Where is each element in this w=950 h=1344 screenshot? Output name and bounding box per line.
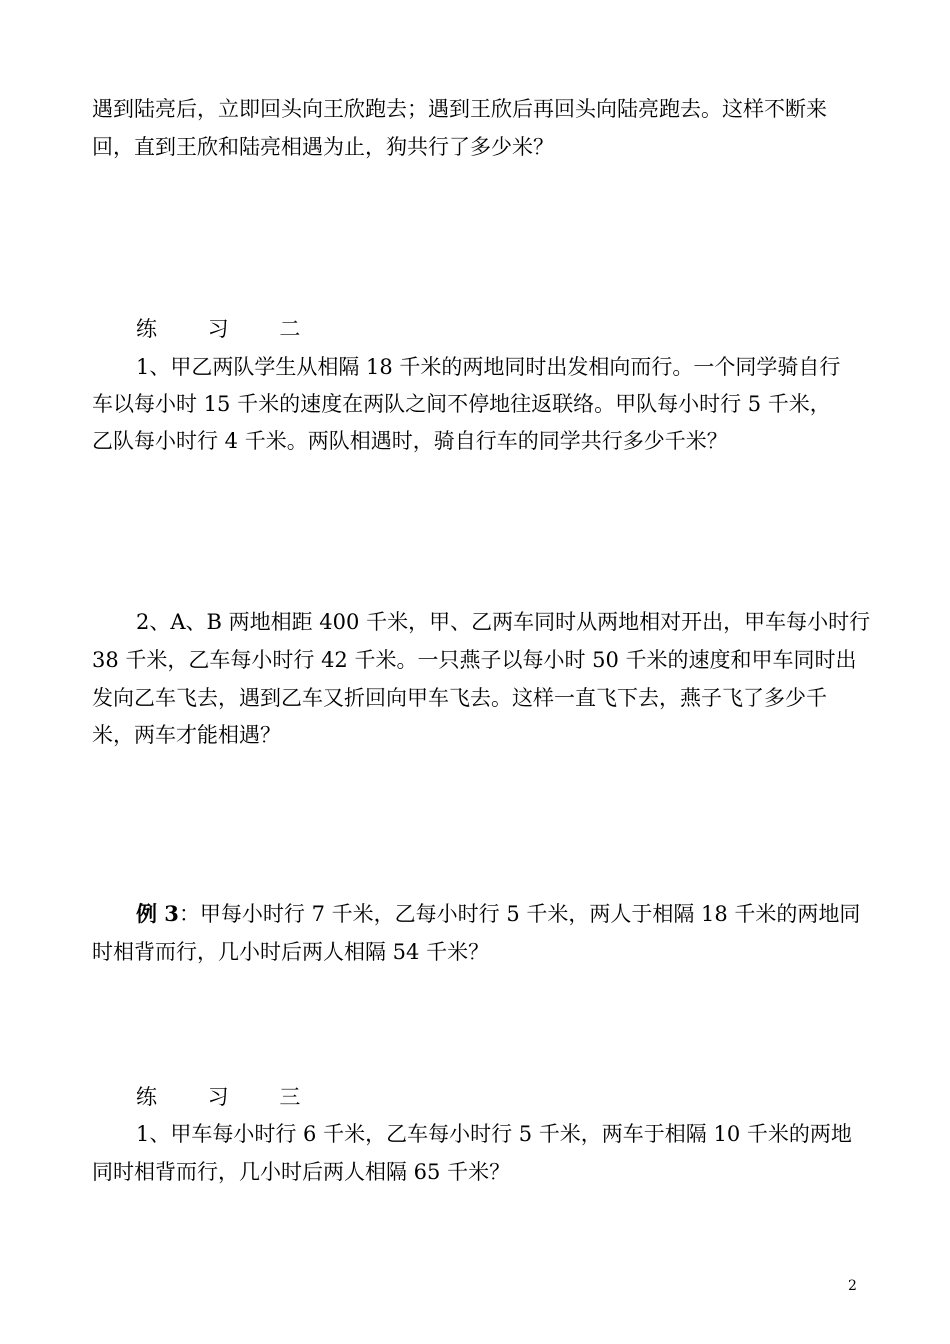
exercise-2-q2-line-4: 米，两车才能相遇？ [92, 723, 281, 747]
exercise-3-q1-line-2: 同时相背而行，几小时后两人相隔 65 千米？ [92, 1160, 511, 1184]
exercise-2-q2-line-3: 发向乙车飞去，遇到乙车又折回向甲车飞去。这样一直飞下去，燕子飞了多少千 [92, 686, 827, 710]
exercise-3-q1-line-1: 1、甲车每小时行 6 千米，乙车每小时行 5 千米，两车于相隔 10 千米的两地 [136, 1122, 852, 1146]
exercise-2-q1-line-2: 车以每小时 15 千米的速度在两队之间不停地往返联络。甲队每小时行 5 千米， [92, 392, 831, 416]
exercise-2-q1-line-1: 1、甲乙两队学生从相隔 18 千米的两地同时出发相向而行。一个同学骑自行 [136, 355, 841, 379]
page-number: 2 [848, 1278, 857, 1294]
intro-line-2: 回，直到王欣和陆亮相遇为止，狗共行了多少米？ [92, 135, 554, 159]
exercise-3-heading: 练 习 三 [136, 1085, 323, 1109]
example-3-line-2: 时相背而行，几小时后两人相隔 54 千米？ [92, 940, 490, 964]
exercise-2-q1-line-3: 乙队每小时行 4 千米。两队相遇时，骑自行车的同学共行多少千米？ [92, 429, 728, 453]
example-3-line-1 [136, 897, 862, 931]
intro-line-1: 遇到陆亮后，立即回头向王欣跑去；遇到王欣后再回头向陆亮跑去。这样不断来 [92, 97, 827, 121]
example-3-label: 例 3 [136, 901, 179, 926]
exercise-2-q2-line-1: 2、A、B 两地相距 400 千米，甲、乙两车同时从两地相对开出，甲车每小时行 [136, 610, 871, 634]
exercise-2-heading: 练 习 二 [136, 317, 323, 341]
exercise-2-q2-line-2: 38 千米，乙车每小时行 42 千米。一只燕子以每小时 50 千米的速度和甲车同时出 [92, 648, 857, 672]
example-3-text: ：甲每小时行 7 千米，乙每小时行 5 千米，两人于相隔 18 千米的两地同 [178, 902, 861, 926]
